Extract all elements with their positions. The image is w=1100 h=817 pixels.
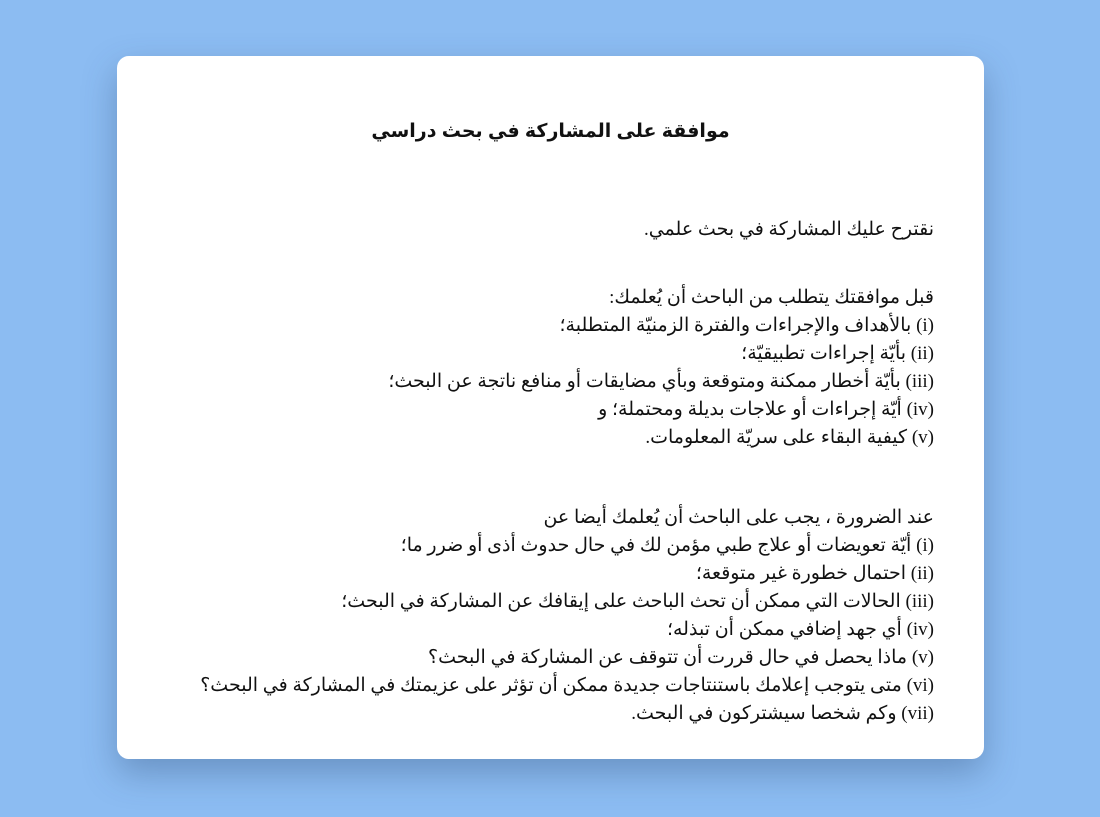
list-item xyxy=(157,340,934,368)
list-item xyxy=(157,396,934,424)
item-text: ماذا يحصل في حال قررت أن تتوقف عن المشاركة في البحث؟ xyxy=(428,647,908,668)
list-item xyxy=(157,672,934,700)
item-number: (iv) xyxy=(906,399,934,420)
document-body xyxy=(157,216,934,728)
section-if-necessary-list xyxy=(157,532,934,728)
item-text: أيّة إجراءات أو علاجات بديلة ومحتملة؛ و xyxy=(598,399,902,420)
intro-paragraph: نقترح عليك المشاركة في بحث علمي. xyxy=(643,219,934,240)
item-text: أيّة تعويضات أو علاج طبي مؤمن لك في حال حدوث أذى أو ضرر ما؛ xyxy=(400,535,912,556)
item-text: بأيّة إجراءات تطبيقيّة؛ xyxy=(741,343,907,364)
document-title: موافقة على المشاركة في بحث دراسي xyxy=(371,121,730,142)
item-text: متى يتوجب إعلامك باستنتاجات جديدة ممكن أن تؤثر على عزيمتك في المشاركة في البحث؟ xyxy=(200,675,902,696)
item-text: كيفية البقاء على سريّة المعلومات. xyxy=(645,427,908,448)
item-number: (iii) xyxy=(905,591,934,612)
list-item xyxy=(157,424,934,452)
item-text: احتمال خطورة غير متوقعة؛ xyxy=(695,563,907,584)
item-number: (ii) xyxy=(910,343,934,364)
list-item xyxy=(157,312,934,340)
item-text: بأيّة أخطار ممكنة ومتوقعة وبأي مضايقات أو منافع ناتجة عن البحث؛ xyxy=(388,371,901,392)
section-if-necessary xyxy=(157,504,934,728)
item-text: الحالات التي ممكن أن تحث الباحث على إيقافك عن المشاركة في البحث؛ xyxy=(341,591,901,612)
item-number: (iv) xyxy=(906,619,934,640)
section-before-consent-list xyxy=(157,312,934,452)
section-before-consent-heading: قبل موافقتك يتطلب من الباحث أن يُعلمك: xyxy=(609,287,934,308)
list-item xyxy=(157,644,934,672)
list-item xyxy=(157,616,934,644)
item-number: (iii) xyxy=(905,371,934,392)
section-if-necessary-heading: عند الضرورة ، يجب على الباحث أن يُعلمك أيضا عن xyxy=(543,507,934,528)
list-item xyxy=(157,368,934,396)
item-number: (ii) xyxy=(910,563,934,584)
section-before-consent xyxy=(157,284,934,452)
item-number: (i) xyxy=(916,315,934,336)
item-number: (v) xyxy=(911,427,934,448)
item-text: أي جهد إضافي ممكن أن تبذله؛ xyxy=(666,619,902,640)
list-item xyxy=(157,532,934,560)
list-item xyxy=(157,700,934,728)
list-item xyxy=(157,560,934,588)
item-text: وكم شخصا سيشتركون في البحث. xyxy=(631,703,897,724)
item-number: (vii) xyxy=(901,703,934,724)
document-card xyxy=(117,56,984,759)
item-number: (vi) xyxy=(906,675,934,696)
item-text: بالأهداف والإجراءات والفترة الزمنيّة المتطلبة؛ xyxy=(559,315,912,336)
item-number: (v) xyxy=(911,647,934,668)
item-number: (i) xyxy=(916,535,934,556)
list-item xyxy=(157,588,934,616)
